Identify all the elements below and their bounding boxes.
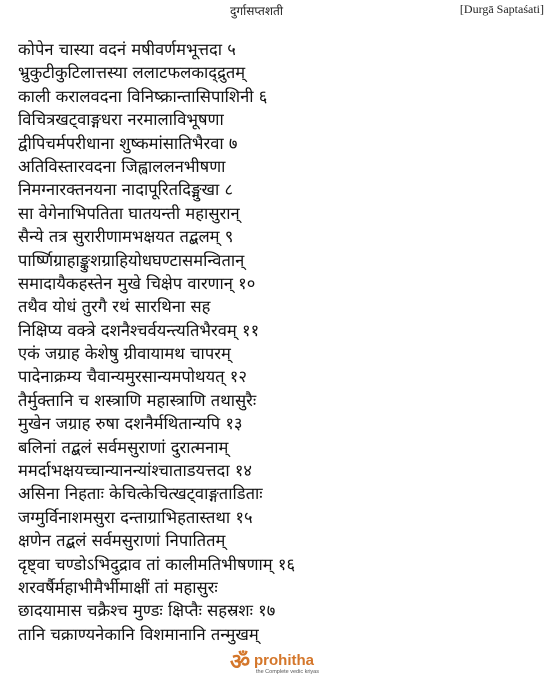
verse-line: निक्षिप्य वक्त्रे दशनैश्चर्वयन्त्यतिभैरवम् ११ bbox=[18, 320, 260, 340]
verse-line: विचित्रखट्वाङ्गधरा नरमालाविभूषणा bbox=[18, 110, 224, 130]
verse-line: बलिनां तद्बलं सर्वमसुराणां दुरात्मनाम् bbox=[18, 437, 229, 457]
verse-line: तथैव योधं तुरगै रथं सारथिना सह bbox=[18, 297, 211, 317]
verse-line: पादेनाक्रम्य चैवान्यमुरसान्यमपोथयत् १२ bbox=[18, 367, 247, 387]
verse-line: पार्ष्णिग्राहाङ्कुशग्राहियोधघण्टासमन्वितान् bbox=[18, 250, 245, 270]
verse-line: कोपेन चास्या वदनं मषीवर्णमभूत्तदा ५ bbox=[18, 40, 236, 59]
verse-line: सा वेगेनाभिपतिता घातयन्ती महासुरान् bbox=[18, 203, 240, 223]
verse-line: छादयामास चक्रैश्च मुण्डः क्षिप्तैः सहस्रशः १७ bbox=[18, 601, 276, 621]
verse-line: सैन्ये तत्र सुरारीणामभक्षयत तद्बलम् ९ bbox=[18, 227, 234, 247]
verse-line: तैर्मुक्तानि च शस्त्राणि महास्त्राणि तथासुरैः bbox=[18, 390, 257, 410]
verse-line: समादायैकहस्तेन मुखे चिक्षेप वारणान् १० bbox=[18, 273, 256, 293]
page-header-right: [Durgā Saptaśati] bbox=[459, 2, 544, 16]
verse-line: जग्मुर्विनाशमसुरा दन्ताग्राभिहतास्तथा १५ bbox=[18, 507, 253, 527]
verse-line: शरवर्षैर्महाभीमैर्भीमाक्षीं तां महासुरः bbox=[18, 577, 218, 597]
verse-block bbox=[18, 38, 543, 646]
verse-line: असिना निहताः केचित्केचित्खट्वाङ्गताडिताः bbox=[18, 484, 263, 504]
logo-wordmark: prohitha bbox=[254, 652, 314, 669]
verse-line: दृष्ट्वा चण्डोऽभिदुद्राव तां कालीमतिभीषणाम् १६ bbox=[18, 554, 296, 574]
logo-tagline: the Complete vedic kriyas bbox=[256, 669, 319, 675]
verse-line: निमग्नारक्तनयना नादापूरितदिङ्मुखा ८ bbox=[18, 180, 234, 200]
verse-line: मुखेन जग्राह रुषा दशनैर्मथितान्यपि १३ bbox=[18, 414, 243, 434]
om-icon: ॐ bbox=[230, 650, 251, 675]
verse-line: काली करालवदना विनिष्क्रान्तासिपाशिनी ६ bbox=[18, 86, 268, 106]
verse-line: तानि चक्राण्यनेकानि विशमानानि तन्मुखम् bbox=[18, 624, 259, 644]
verse-line: ममर्दाभक्षयच्चान्यानन्यांश्चाताडयत्तदा १४ bbox=[18, 461, 253, 481]
prohitha-logo bbox=[230, 652, 350, 680]
verse-line: एकं जग्राह केशेषु ग्रीवायामथ चापरम् bbox=[18, 344, 231, 364]
verse-line: द्वीपिचर्मपरीधाना शुष्कमांसातिभैरवा ७ bbox=[18, 133, 238, 153]
verse-line: अतिविस्तारवदना जिह्वाललनभीषणा bbox=[18, 156, 226, 176]
verse-line: भ्रुकुटीकुटिलात्तस्या ललाटफलकाद्द्रुतम् bbox=[18, 63, 246, 83]
page-header-title: दुर्गासप्तशती bbox=[230, 4, 283, 18]
verse-line: क्षणेन तद्बलं सर्वमसुराणां निपातितम् bbox=[18, 531, 226, 551]
